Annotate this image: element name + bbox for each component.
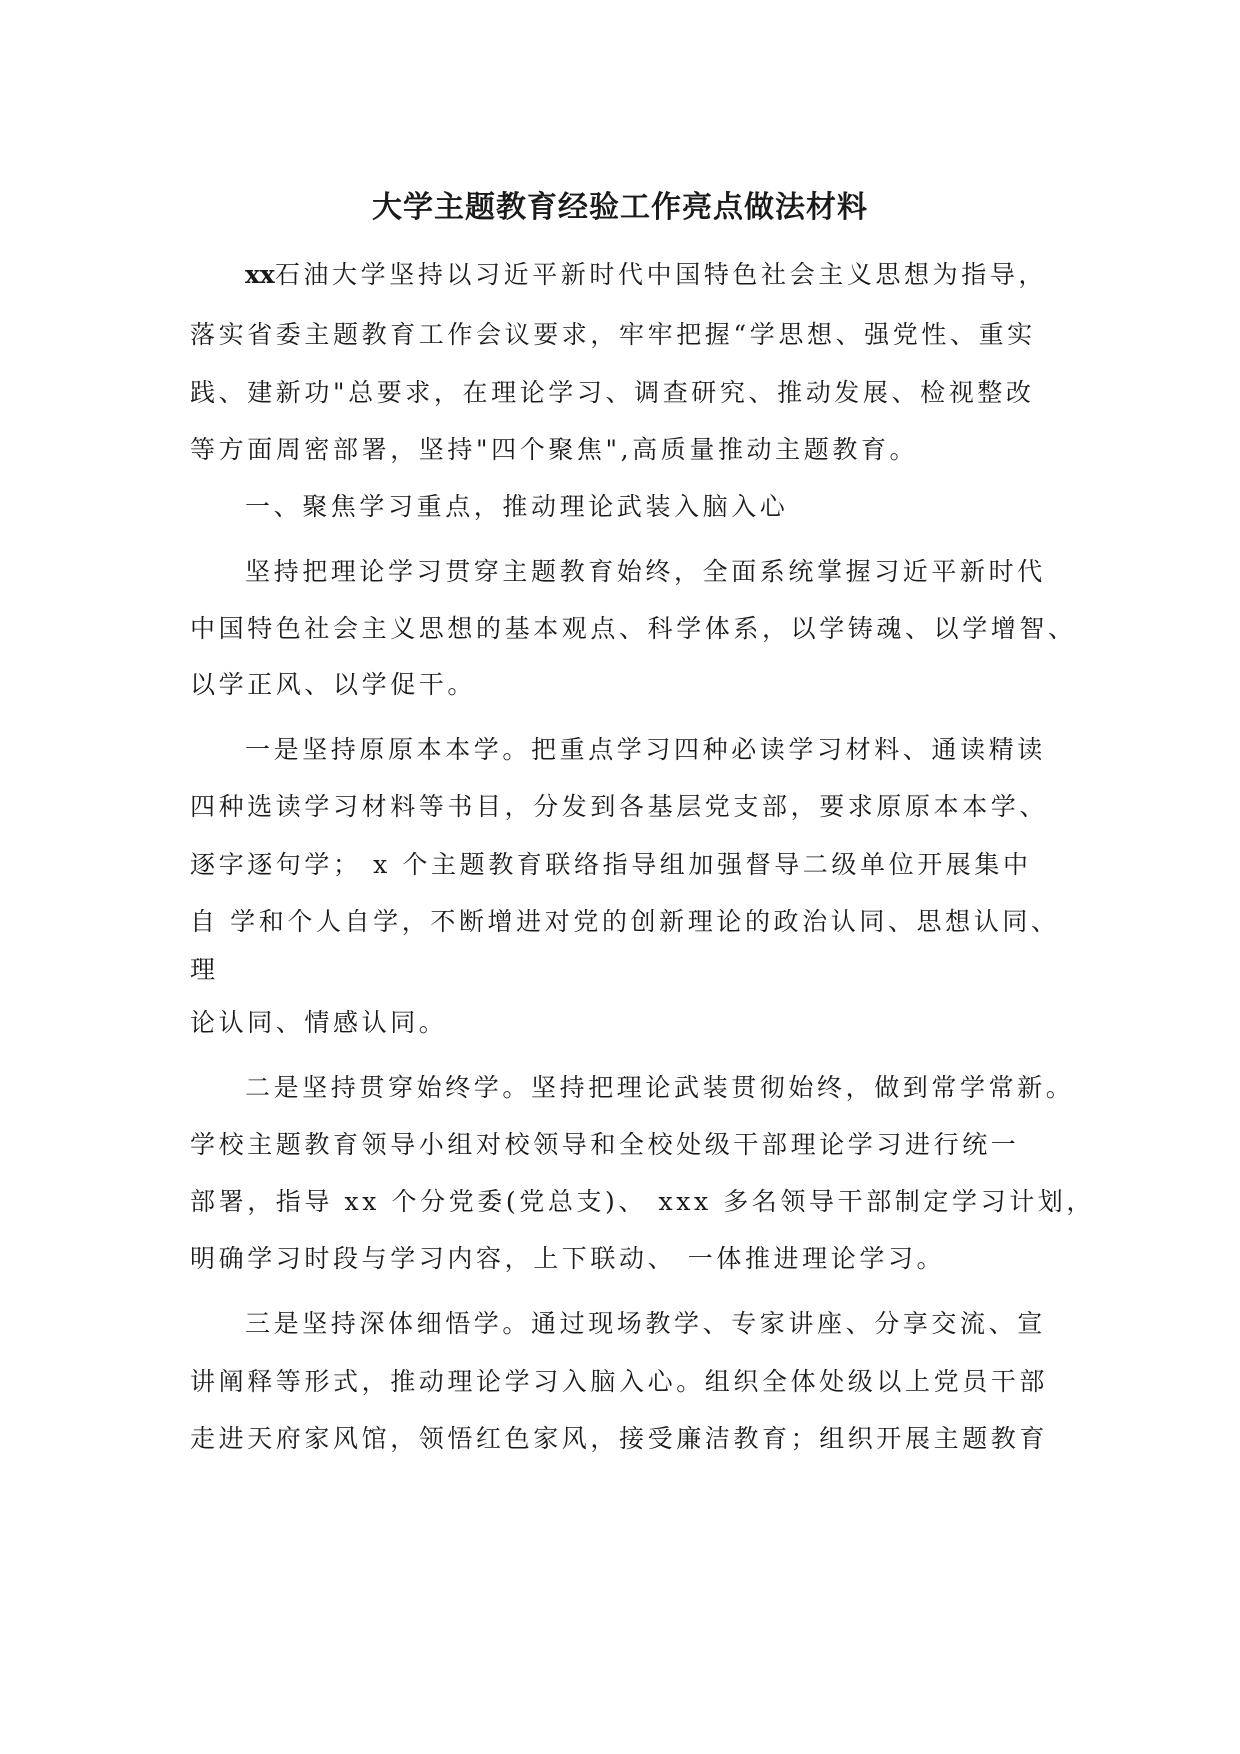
paragraph-line: 逐字逐句学； x 个主题教育联络指导组加强督导二级单位开展集中	[190, 850, 1032, 879]
paragraph-line: 践、建新功"总要求，在理论学习、调查研究、推动发展、检视整改	[190, 378, 1035, 407]
paragraph-line: 理	[190, 955, 219, 984]
paragraph-line: 论认同、情感认同。	[190, 1008, 448, 1037]
paragraph-line: 一是坚持原原本本学。把重点学习四种必读学习材料、通读精读	[245, 735, 1046, 764]
paragraph-line: 走进天府家风馆，领悟红色家风，接受廉洁教育；组织开展主题教育	[190, 1424, 1049, 1453]
paragraph-line: 自 学和个人自学，不断增进对党的创新理论的政治认同、思想认同、	[190, 907, 1060, 936]
paragraph-line: 落实省委主题教育工作会议要求，牢牢把握“学思想、强党性、重实	[190, 320, 1036, 349]
paragraph-line: 讲阐释等形式，推动理论学习入脑入心。组织全体处级以上党员干部	[190, 1367, 1049, 1396]
paragraph-line: 等方面周密部署，坚持"四个聚焦",高质量推动主题教育。	[190, 435, 919, 464]
section-heading: 一、聚焦学习重点，推动理论武装入脑入心	[245, 492, 789, 521]
paragraph-line: 学校主题教育领导小组对校领导和全校处级干部理论学习进行统一	[190, 1130, 1020, 1159]
paragraph-line: 以学正风、以学促干。	[190, 670, 477, 699]
paragraph-line: 明确学习时段与学习内容，上下联动、 一体推进理论学习。	[190, 1244, 946, 1273]
paragraph-line: 三是坚持深体细悟学。通过现场教学、专家讲座、分享交流、宣	[245, 1309, 1046, 1338]
document-title: 大学主题教育经验工作亮点做法材料	[372, 190, 868, 225]
paragraph-line: 部署，指导 xx 个分党委(党总支)、 xxx 多名领导干部制定学习计划，	[190, 1187, 1095, 1216]
line-text: 石油大学坚持以习近平新时代中国特色社会主义思想为指导，	[274, 260, 1048, 289]
paragraph-line: 四种选读学习材料等书目，分发到各基层党支部，要求原原本本学、	[190, 792, 1049, 821]
paragraph-line: 二是坚持贯穿始终学。坚持把理论武装贯彻始终，做到常学常新。	[245, 1073, 1075, 1102]
paragraph-line: 坚持把理论学习贯穿主题教育始终，全面系统掌握习近平新时代	[245, 557, 1046, 586]
paragraph-line	[245, 260, 1047, 290]
line-lead: xx	[245, 260, 275, 289]
paragraph-line: 中国特色社会主义思想的基本观点、科学体系，以学铸魂、以学增智、	[190, 614, 1077, 643]
